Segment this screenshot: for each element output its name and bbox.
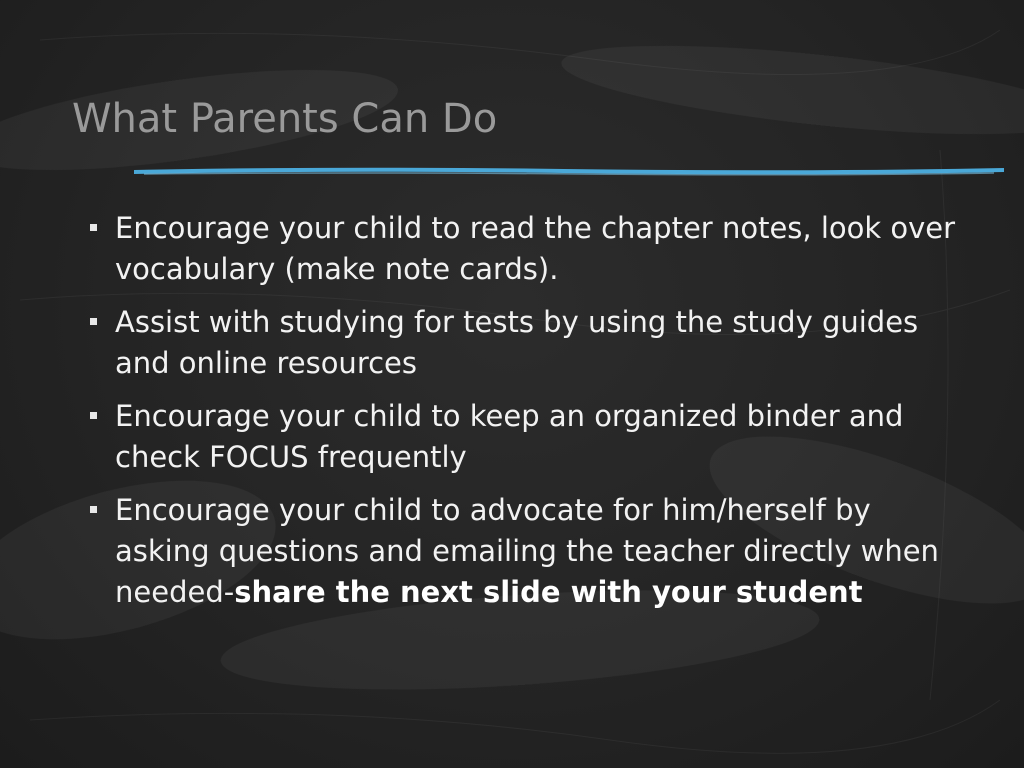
bullet-text: Encourage your child to keep an organized binder and check FOCUS frequently (115, 399, 904, 474)
square-bullet-icon (90, 224, 97, 231)
bullet-text: Encourage your child to advocate for him/herself by asking questions and emailing the teacher directly when needed- (115, 493, 939, 609)
bullet-emphasis-text: share the next slide with your student (234, 575, 863, 609)
bullet-item (88, 490, 968, 613)
bullet-item (88, 208, 968, 290)
slide-title: What Parents Can Do (72, 96, 498, 142)
bullet-text: Encourage your child to read the chapter notes, look over vocabulary (make note cards). (115, 211, 956, 286)
bullet-item (88, 302, 968, 384)
square-bullet-icon (90, 318, 97, 325)
square-bullet-icon (90, 412, 97, 419)
bullet-text: Assist with studying for tests by using the study guides and online resources (115, 305, 919, 380)
bullet-item (88, 396, 968, 478)
title-underline (134, 164, 1004, 180)
bullet-list (88, 208, 968, 625)
square-bullet-icon (90, 506, 97, 513)
